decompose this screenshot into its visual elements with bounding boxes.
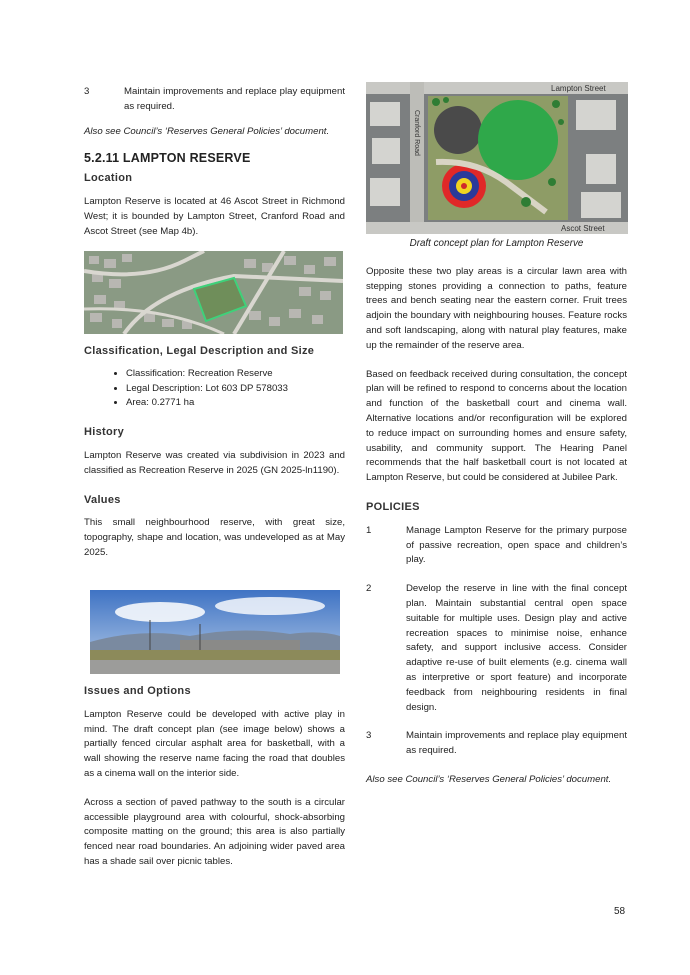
policy-number: 3 bbox=[366, 730, 372, 742]
classification-list bbox=[84, 367, 345, 411]
item-number: 3 bbox=[84, 86, 90, 97]
section-heading: 5.2.11 LAMPTON RESERVE bbox=[84, 151, 251, 166]
history-heading: History bbox=[84, 426, 124, 439]
right-column bbox=[366, 237, 627, 788]
policy-text: Develop the reserve in line with the final concept plan. Maintain substantial central open space suitable for multiple uses. Design play and active recreation spaces to minimise noise, enhance safety, and support inclusive access. Consider adaptive re-use of built elements (e.g. cinema wall as interpretive or sport feature) and incorporate feedback from neighbouring residents in final design. bbox=[406, 583, 627, 713]
feedback-paragraph: Based on feedback received during consultation, the concept plan will be refined to respond to concerns about the location and function of the basketball court and cinema wall. Alternative locations and/or reconfiguration will be explored to reduce impact on surrounding homes and ensure safety, usability, and community support. The Hearing Panel recommends that the half basketball court is not located at Lampton Reserve, but could be considered at Jubilee Park. bbox=[366, 368, 627, 484]
policy-number: 1 bbox=[366, 524, 372, 536]
policies-heading: POLICIES bbox=[366, 500, 420, 513]
left-column-2 bbox=[84, 344, 345, 561]
also-see-note: Also see Council’s ‘Reserves General Policies’ document. bbox=[84, 125, 330, 137]
issues-text-2: Across a section of paved pathway to the south is a circular accessible playground area with colourful, shock-absorbing composite matting on the ground; this area is also partially fenced near road boundaries. An adjoining wider paved area has a shade sail over picnic tables. bbox=[84, 796, 345, 867]
issues-text-1: Lampton Reserve could be developed with active play in mind. The draft concept plan (see image below) shows a partially fenced circular asphalt area for basketball, with a wall showing the reserve name facing the road that doubles as a cinema wall on the interior side. bbox=[84, 708, 345, 779]
location-heading: Location bbox=[84, 172, 133, 185]
left-column-3 bbox=[84, 684, 345, 870]
classification-item: • Area: 0.2771 ha bbox=[126, 396, 345, 411]
map-label-top: Lampton Street bbox=[551, 84, 606, 93]
also-see-note: Also see Council’s ‘Reserves General Policies’ document. bbox=[366, 773, 612, 785]
aerial-map-image bbox=[84, 251, 343, 334]
classification-item: • Legal Description: Lot 603 DP 578033 bbox=[126, 382, 345, 397]
classification-heading: Classification, Legal Description and Size bbox=[84, 345, 315, 357]
policy-text: Manage Lampton Reserve for the primary purpose of passive recreation, open space and children’s play. bbox=[406, 524, 627, 566]
issues-heading: Issues and Options bbox=[84, 685, 191, 697]
concept-plan-image bbox=[366, 82, 628, 234]
policy-text: Maintain improvements and replace play equipment as required. bbox=[406, 730, 627, 757]
values-heading: Values bbox=[84, 493, 121, 506]
site-photo bbox=[90, 590, 340, 674]
item-text: Maintain improvements and replace play equipment as required. bbox=[124, 86, 345, 112]
left-column bbox=[84, 85, 345, 239]
location-text: Lampton Reserve is located at 46 Ascot Street in Richmond West; it is bounded by Lampton Street, Cranford Road and Ascot Street (see Map 4b). bbox=[84, 195, 345, 237]
map-label-left: Cranford Road bbox=[413, 110, 420, 156]
policy-item bbox=[366, 582, 627, 715]
map-label-bottom: Ascot Street bbox=[561, 224, 605, 233]
policy-number: 2 bbox=[366, 583, 372, 595]
lawn-paragraph: Opposite these two play areas is a circular lawn area with stepping stones providing a connection to paths, feature trees and bench seating near the eastern corner. Fruit trees adjoin the boundary with neighbouring houses. Feature rocks and soft landscaping, along with natural play features, make up the remainder of the reserve area. bbox=[366, 265, 627, 351]
classification-item: • Classification: Recreation Reserve bbox=[126, 367, 345, 382]
page-number: 58 bbox=[614, 906, 626, 917]
history-text: Lampton Reserve was created via subdivision in 2023 and classified as Recreation Reserve in 2025 (GN 2025-ln1190). bbox=[84, 449, 345, 476]
values-text: This small neighbourhood reserve, with great size, topography, shape and location, was undeveloped as at May 2025. bbox=[84, 517, 345, 558]
policy-item bbox=[366, 729, 627, 759]
policy-item-3-left bbox=[84, 85, 345, 115]
figure-caption: Draft concept plan for Lampton Reserve bbox=[409, 238, 584, 249]
policy-item bbox=[366, 524, 627, 568]
